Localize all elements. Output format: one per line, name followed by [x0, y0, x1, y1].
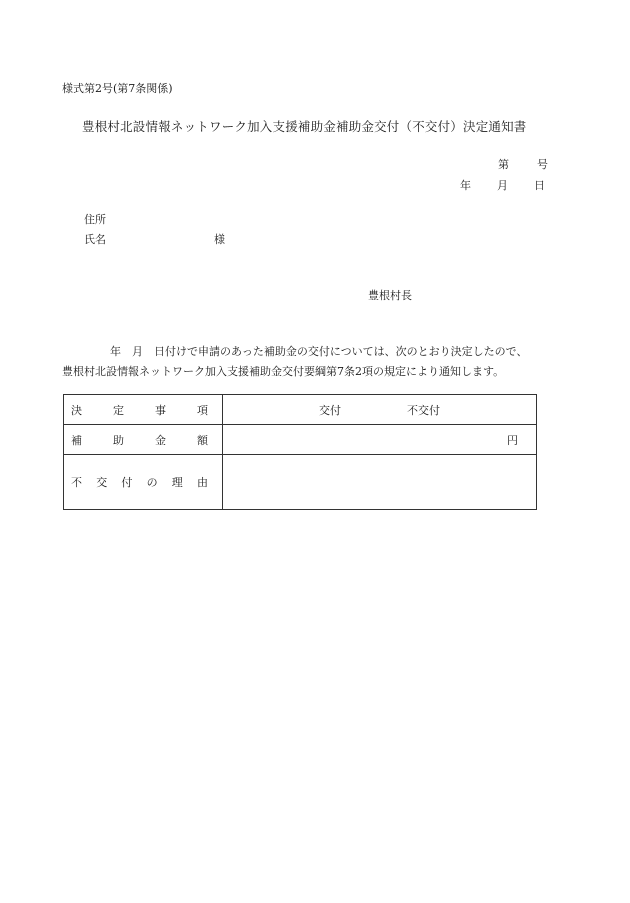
label-char: 決	[71, 403, 82, 417]
body-line-2: 豊根村北設情報ネットワーク加入支援補助金交付要綱第7条2項の規定により通知します。	[62, 365, 505, 378]
amount-value-cell	[223, 425, 537, 455]
issuer-title: 豊根村長	[368, 289, 412, 302]
document-number-line	[498, 156, 548, 172]
label-char: 助	[113, 433, 124, 447]
label-char: 補	[71, 433, 82, 447]
label-char: の	[146, 476, 158, 489]
reason-value-cell	[223, 455, 537, 510]
option-nongrant: 不交付	[407, 403, 440, 417]
option-grant: 交付	[319, 403, 341, 417]
name-label: 氏名	[84, 233, 106, 246]
label-char: 事	[155, 403, 166, 417]
amount-label-cell	[64, 425, 223, 455]
label-char: 由	[196, 476, 208, 489]
label-char: 定	[113, 403, 124, 417]
label-char: 付	[121, 476, 133, 489]
honorific: 様	[214, 233, 225, 246]
address-label: 住所	[84, 213, 106, 226]
table-row-reason	[64, 455, 537, 510]
label-char: 金	[155, 433, 166, 447]
label-char: 交	[96, 476, 108, 489]
table-row-decision	[64, 395, 537, 425]
date-year: 年	[460, 179, 471, 192]
reason-label-cell	[64, 455, 223, 510]
date-month: 月	[497, 179, 508, 192]
label-char: 不	[71, 476, 82, 489]
decision-value-cell	[223, 395, 537, 425]
decision-label-cell	[64, 395, 223, 425]
label-char: 額	[197, 433, 208, 447]
number-dai: 第	[498, 158, 509, 171]
table-row-amount	[64, 425, 537, 455]
document-title: 豊根村北設情報ネットワーク加入支援補助金補助金交付（不交付）決定通知書	[82, 119, 527, 134]
issue-date-line	[460, 177, 545, 193]
decision-table	[63, 394, 537, 510]
form-number: 様式第2号(第7条関係)	[62, 82, 173, 95]
label-char: 項	[197, 403, 208, 417]
body-line-1: 年 月 日付けで申請のあった補助金の交付については、次のとおり決定したので、	[110, 345, 528, 358]
label-char: 理	[171, 476, 183, 489]
amount-unit: 円	[507, 433, 518, 447]
number-go: 号	[537, 158, 548, 171]
date-day: 日	[534, 179, 545, 192]
